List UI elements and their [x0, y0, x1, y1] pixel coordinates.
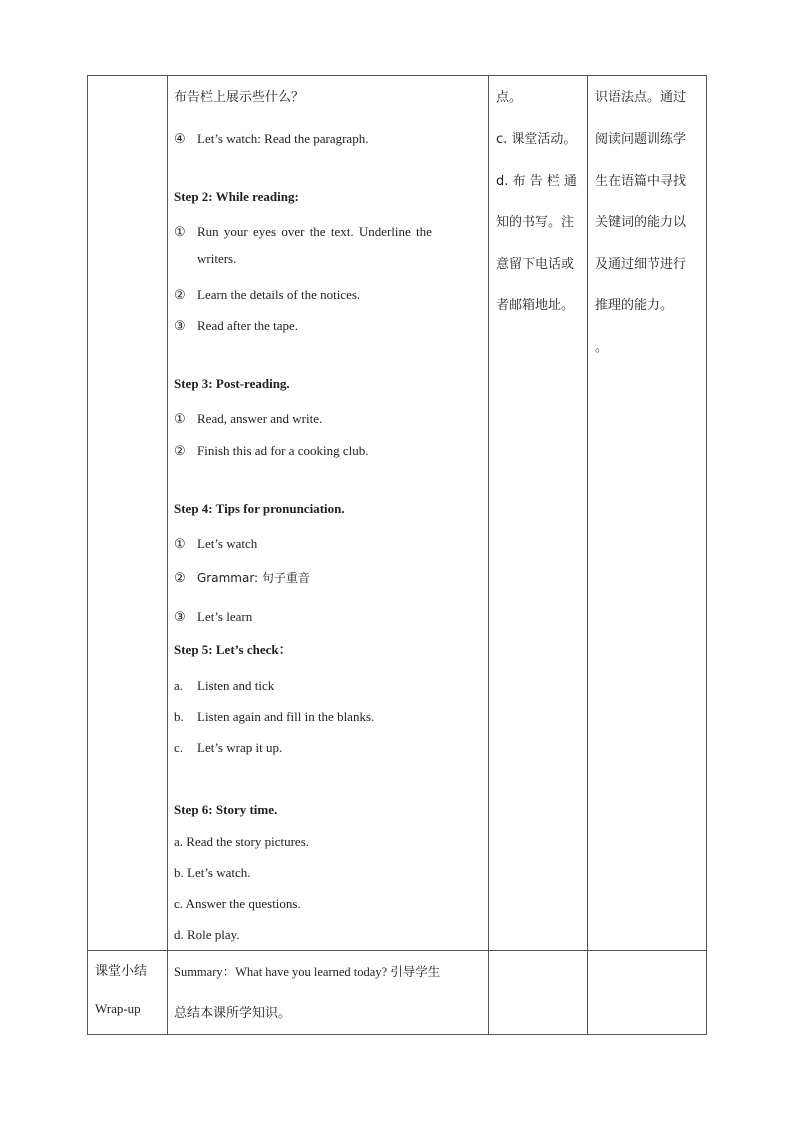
item-marker: ②	[174, 287, 186, 302]
item-marker: ①	[174, 536, 186, 551]
list-item: Let’s watch	[197, 536, 258, 551]
wrapup-label-en: Wrap-up	[95, 1001, 141, 1016]
wrapup-label-zh: 课堂小结	[95, 964, 148, 979]
list-item: b. Let’s watch.	[174, 865, 251, 880]
item-marker: a.	[174, 678, 184, 693]
column4-line: 生在语篇中寻找	[595, 174, 687, 189]
list-item: Finish this ad for a cooking club.	[197, 443, 369, 458]
list-item-continuation: writers.	[197, 251, 237, 266]
column3-line: d. 布 告 栏 通	[496, 174, 577, 189]
item-marker: b.	[174, 709, 184, 724]
summary-text: Summary：What have you learned today? 引导学生	[174, 965, 441, 979]
list-item: Listen and tick	[197, 678, 275, 693]
list-item: Read after the tape.	[197, 318, 299, 333]
list-item: d. Role play.	[174, 927, 240, 942]
column3-line: c. 课堂活动。	[496, 132, 577, 147]
item-marker: ②	[174, 443, 186, 458]
list-item: Let’s learn	[197, 609, 253, 624]
table-divider	[488, 75, 489, 1035]
list-item: Let’s watch: Read the paragraph.	[197, 131, 369, 146]
item-marker: ①	[174, 411, 186, 426]
table-divider	[87, 950, 707, 951]
item-marker: ①	[174, 224, 186, 239]
list-item: Listen again and fill in the blanks.	[197, 709, 375, 724]
list-item: Run your eyes over the text. Underline the	[197, 224, 432, 239]
column4-line: 。	[595, 340, 609, 355]
table-divider	[587, 75, 588, 1035]
item-marker: ④	[174, 131, 186, 146]
column3-line: 意留下电话或	[496, 257, 575, 272]
list-item: c. Answer the questions.	[174, 896, 301, 911]
intro-question: 布告栏上展示些什么？	[174, 90, 305, 105]
list-item: a. Read the story pictures.	[174, 834, 310, 849]
list-item: Read, answer and write.	[197, 411, 323, 426]
item-marker: ③	[174, 318, 186, 333]
step6-heading: Step 6: Story time.	[174, 802, 278, 817]
step3-heading: Step 3: Post-reading.	[174, 376, 290, 391]
list-item: Learn the details of the notices.	[197, 287, 361, 302]
step5-heading: Step 5: Let’s check：	[174, 642, 292, 657]
column4-line: 及通过细节进行	[595, 257, 687, 272]
item-marker: ②	[174, 570, 186, 585]
column3-line: 知的书写。注	[496, 215, 575, 230]
list-item: Grammar: 句子重音	[197, 571, 310, 585]
step4-heading: Step 4: Tips for pronunciation.	[174, 501, 345, 516]
step2-heading: Step 2: While reading:	[174, 189, 299, 204]
column4-line: 阅读问题训练学	[595, 132, 687, 147]
table-divider	[167, 75, 168, 1035]
column4-line: 推理的能力。	[595, 298, 674, 313]
column3-line: 点。	[496, 90, 523, 105]
summary-text-cont: 总结本课所学知识。	[174, 1006, 292, 1021]
column3-line: 者邮箱地址。	[496, 298, 575, 313]
item-marker: ③	[174, 609, 186, 624]
column4-line: 关键词的能力以	[595, 215, 687, 230]
list-item: Let’s wrap it up.	[197, 740, 283, 755]
column4-line: 识语法点。通过	[595, 90, 687, 105]
item-marker: c.	[174, 740, 184, 755]
